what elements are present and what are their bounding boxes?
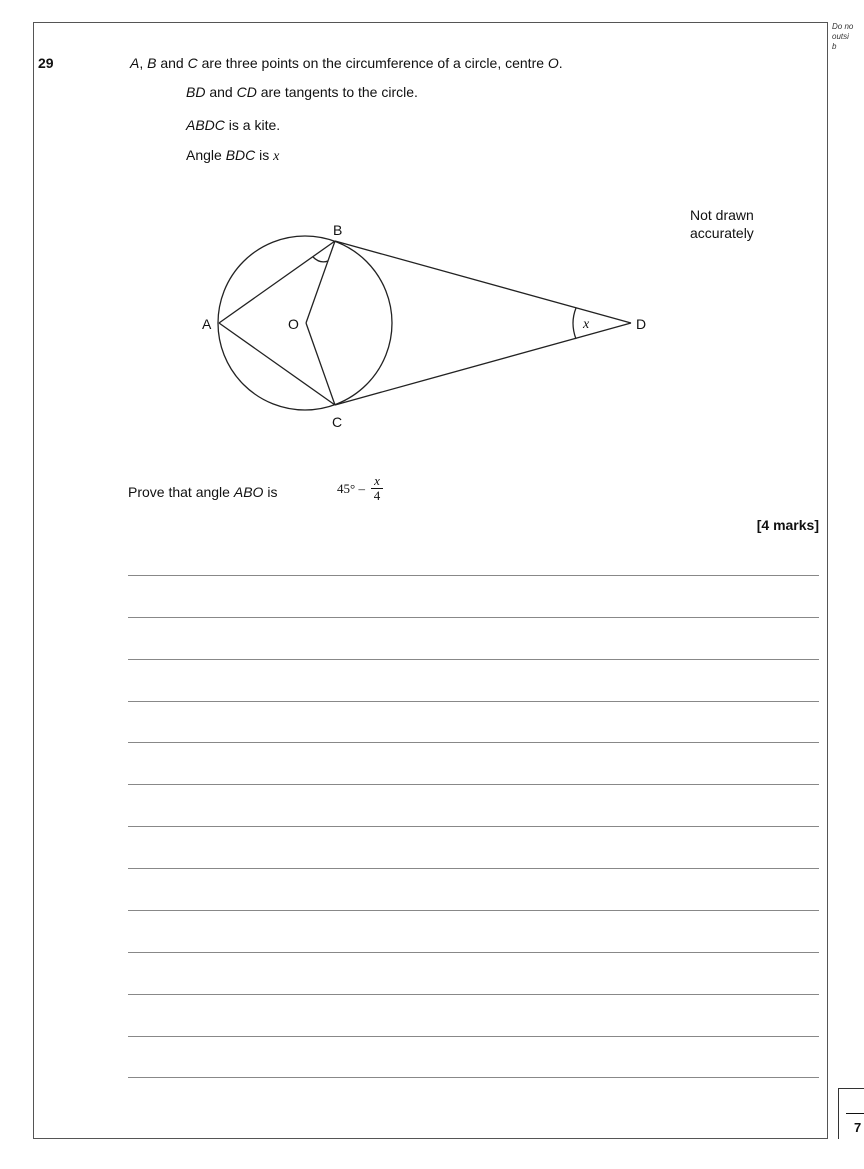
label-c: C: [332, 414, 343, 430]
label-b: B: [333, 222, 343, 238]
info-angle: Angle BDC is x: [186, 147, 280, 164]
page-frame: [33, 22, 828, 1139]
answer-line[interactable]: [128, 910, 819, 911]
kite-circle-diagram: [190, 215, 670, 440]
marks-label: [4 marks]: [756, 517, 819, 533]
answer-line[interactable]: [128, 952, 819, 953]
answer-line[interactable]: [128, 575, 819, 576]
label-o: O: [288, 316, 299, 332]
info-tangents: BD and CD are tangents to the circle.: [186, 84, 418, 100]
answer-line[interactable]: [128, 868, 819, 869]
angle-arc-abo: [313, 257, 328, 262]
answer-line[interactable]: [128, 701, 819, 702]
answer-line[interactable]: [128, 994, 819, 995]
margin-note: Do no outsi b: [832, 22, 854, 51]
not-drawn-note: Not drawn accurately: [690, 207, 754, 241]
label-a: A: [202, 316, 212, 332]
question-number: 29: [38, 55, 54, 71]
answer-line[interactable]: [128, 784, 819, 785]
line-bd: [335, 241, 631, 323]
line-oc: [306, 323, 335, 405]
line-cd: [335, 323, 631, 405]
answer-line[interactable]: [128, 1036, 819, 1037]
question-stem: A, B and C are three points on the circumference of a circle, centre O.: [130, 55, 563, 71]
answer-line[interactable]: [128, 659, 819, 660]
angle-arc-x: [573, 308, 576, 339]
target-expression: 45° – $\frac{x}{4}$: [337, 474, 383, 503]
answer-line[interactable]: [128, 742, 819, 743]
line-ob: [306, 241, 335, 323]
label-x: x: [583, 317, 590, 332]
answer-line[interactable]: [128, 1077, 819, 1078]
answer-line[interactable]: [128, 826, 819, 827]
label-d: D: [636, 316, 647, 332]
fraction: $\frac{x}{4}$: [371, 474, 383, 503]
answer-line[interactable]: [128, 617, 819, 618]
score-value: 7: [854, 1120, 862, 1135]
line-ab: [219, 241, 335, 323]
prove-statement: Prove that angle ABO is: [128, 484, 278, 500]
score-divider: [846, 1113, 864, 1114]
line-ac: [219, 323, 335, 405]
info-kite: ABDC is a kite.: [186, 117, 281, 133]
